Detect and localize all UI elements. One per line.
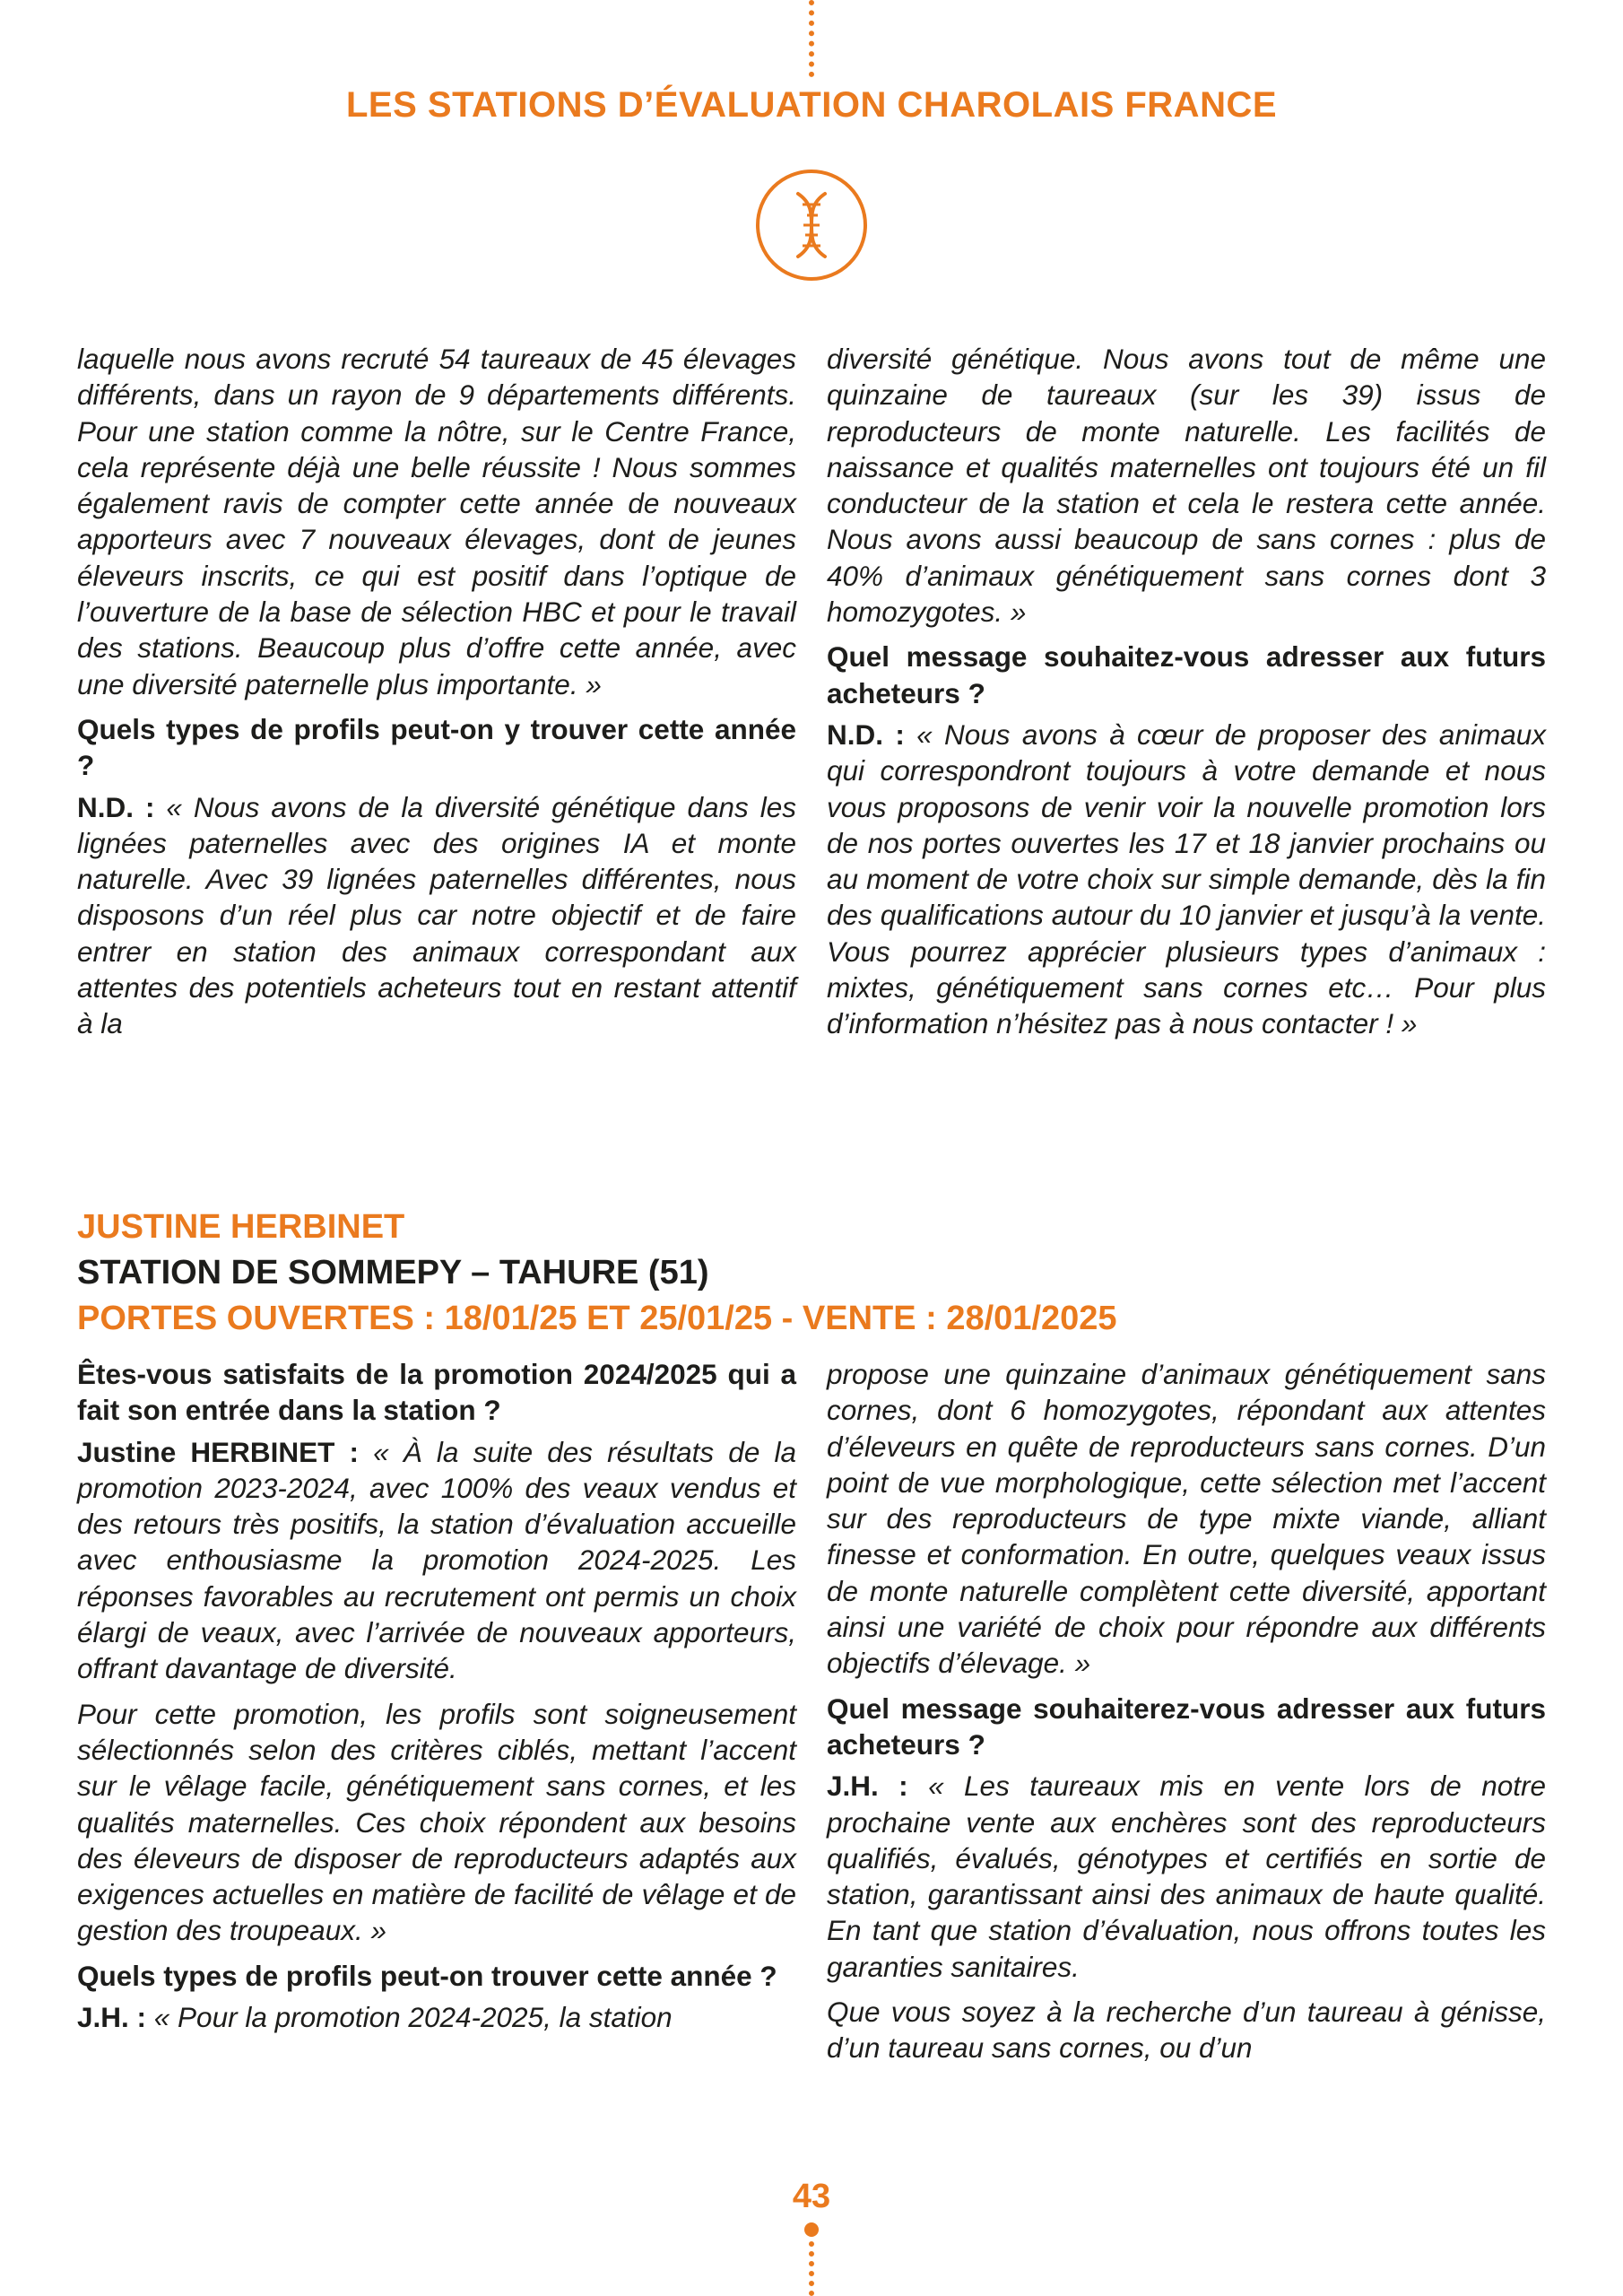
top-dotted-line bbox=[809, 0, 820, 77]
answer-speaker: J.H. : bbox=[77, 2001, 147, 2034]
bottom-dotted-line bbox=[809, 2231, 820, 2296]
question: Quel message souhaitez-vous adresser aux futurs acheteurs ? bbox=[827, 640, 1546, 709]
answer-speaker: Justine HERBINET : bbox=[77, 1435, 360, 1468]
bottom-right-column bbox=[827, 1356, 1546, 2075]
question: Quels types de profils peut-on y trouver cette année ? bbox=[77, 712, 796, 782]
section-station-title: STATION DE SOMMEPY – TAHURE (51) bbox=[77, 1254, 709, 1292]
answer-text: « À la suite des résultats de la promotion 2023-2024, avec 100% des veaux vendus et des retours très positifs, la station d’évaluation accueille avec enthousiasme la promotion 2024-2025. Les réponses favorables au recrutement ont permis un choix élargi de veaux, avec l’arrivée de nouveaux apporteurs, offrant davantage de diversité. bbox=[77, 1435, 796, 1685]
paragraph: diversité génétique. Nous avons tout de même une quinzaine de taureaux (sur les 39) issus de reproducteurs de monte naturelle. Les facilités de naissance et qualités maternelles ont toujours été un fil conducteur de la station et cela le restera cette année. Nous avons aussi beaucoup de sans cornes : plus de 40% d’animaux génétiquement sans cornes dont 3 homozygotes. » bbox=[827, 343, 1546, 629]
answer bbox=[77, 1999, 796, 2035]
answer-speaker: J.H. : bbox=[827, 1770, 908, 1803]
answer-text: « Nous avons à cœur de proposer des animaux qui correspondront toujours à votre demande et nous vous proposons de venir voir la nouvelle promotion lors de nos portes ouvertes les 17 et 18 janvier prochains ou au moment de votre choix sur simple demande, dès la fin des qualifications autour du 10 janvier et jusqu’à la vente. Vous pourrez apprécier plusieurs types d’animaux : mixtes, génétiquement sans cornes etc… Pour plus d’information n’hésitez pas à nous contacter ! » bbox=[827, 718, 1546, 1040]
section-person-name: JUSTINE HERBINET bbox=[77, 1208, 405, 1246]
answer-speaker: N.D. : bbox=[77, 790, 155, 823]
question: Quels types de profils peut-on trouver cette année ? bbox=[77, 1959, 777, 1992]
top-right-column bbox=[827, 341, 1546, 1051]
bottom-left-column bbox=[77, 1356, 796, 2044]
answer bbox=[827, 1768, 1546, 1985]
paragraph: laquelle nous avons recruté 54 taureaux de 45 élevages différents, dans un rayon de 9 départements différents. Pour une station comme la nôtre, sur le Centre France, cela représente déjà une belle réussite ! Nous sommes également ravis de compter cette année de nouveaux apporteurs avec 7 nouveaux élevages, dont de jeunes éleveurs inscrits, ce qui est positif dans l’optique de l’ouverture de la base de sélection HBC et pour le travail des stations. Beaucoup plus d’offre cette année, avec une diversité paternelle plus importante. » bbox=[77, 343, 796, 700]
question: Quel message souhaiterez-vous adresser aux futurs acheteurs ? bbox=[827, 1692, 1546, 1761]
answer bbox=[77, 1434, 796, 1687]
page-header-title: LES STATIONS D’ÉVALUATION CHAROLAIS FRANCE bbox=[345, 85, 1278, 125]
page-number: 43 bbox=[792, 2178, 831, 2215]
dna-icon bbox=[753, 167, 870, 283]
answer-text: « Les taureaux mis en vente lors de notre prochaine vente aux enchères sont des reproducteurs qualifiés, évalués, génotypes et certifiés en sortie de station, garantissant ainsi des animaux de haute qualité. En tant que station d’évaluation, nous offrons toutes les garanties sanitaires. bbox=[827, 1770, 1546, 1983]
section-dates: PORTES OUVERTES : 18/01/25 ET 25/01/25 - VENTE : 28/01/2025 bbox=[77, 1300, 1117, 1337]
top-left-column bbox=[77, 341, 796, 1051]
paragraph: Que vous soyez à la recherche d’un taureau à génisse, d’un taureau sans cornes, ou d’un bbox=[827, 1996, 1546, 2065]
paragraph: Pour cette promotion, les profils sont soigneusement sélectionnés selon des critères ciblés, mettant l’accent sur le vêlage facile, génétiquement sans cornes, et les qualités maternelles. Ces choix répondent aux besoins des éleveurs de disposer de reproducteurs adaptés aux exigences actuelles en matière de facilité de vêlage et de gestion des troupeaux. » bbox=[77, 1697, 796, 1947]
answer-speaker: N.D. : bbox=[827, 718, 905, 751]
answer bbox=[827, 717, 1546, 1042]
question: Êtes-vous satisfaits de la promotion 2024/2025 qui a fait son entrée dans la station ? bbox=[77, 1358, 796, 1427]
answer-text: « Pour la promotion 2024-2025, la station bbox=[153, 2001, 673, 2034]
answer bbox=[77, 789, 796, 1042]
answer-text: « Nous avons de la diversité génétique dans les lignées paternelles avec des origines IA et monte naturelle. Avec 39 lignées paternelles différentes, nous disposons d’un réel plus car notre objectif et de faire entrer en station des animaux correspondant aux attentes des potentiels acheteurs tout en restant attentif à la bbox=[77, 790, 796, 1040]
paragraph: propose une quinzaine d’animaux génétiquement sans cornes, dont 6 homozygotes, répondant aux attentes d’éleveurs en quête de reproducteurs sans cornes. D’un point de vue morphologique, cette sélection met l’accent sur des reproducteurs de type mixte viande, alliant finesse et conformation. En outre, quelques veaux issus de monte naturelle complètent cette diversité, apportant ainsi une variété de choix pour répondre aux différents objectifs d’élevage. » bbox=[827, 1358, 1546, 1680]
